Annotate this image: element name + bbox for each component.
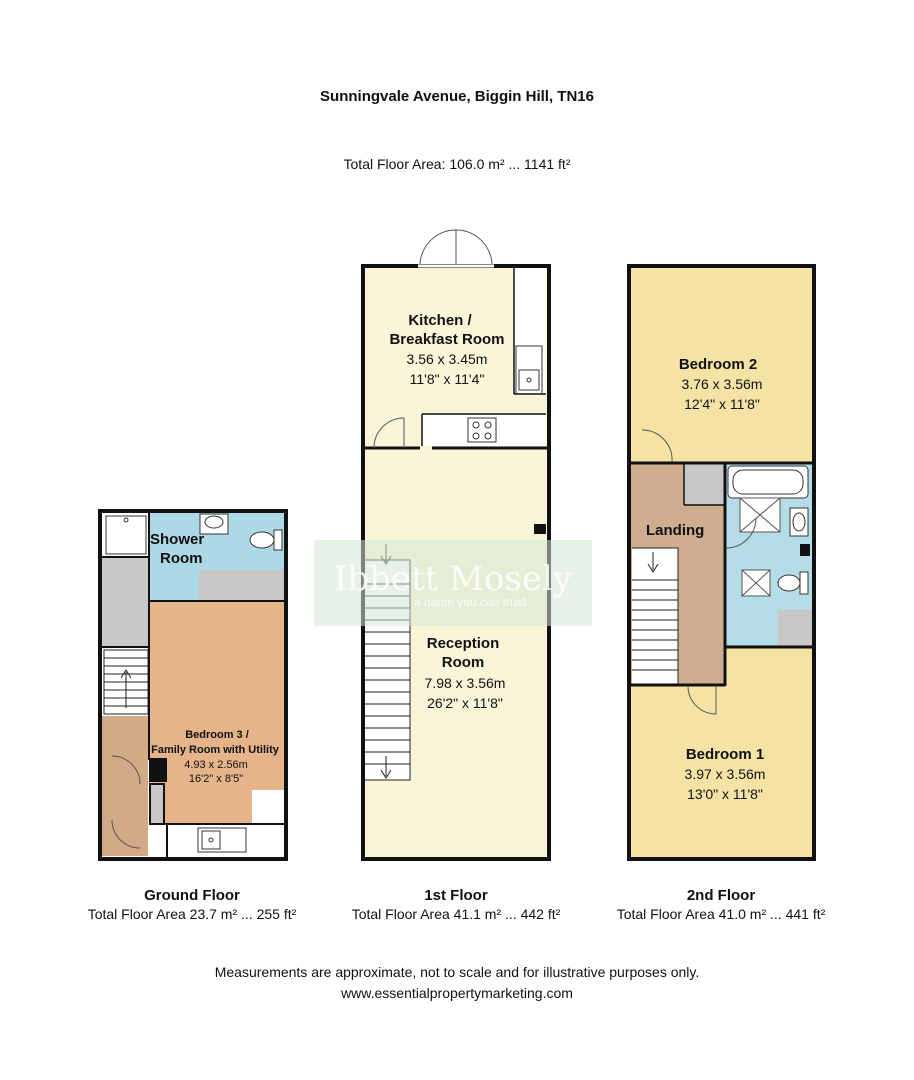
watermark-tagline: a name you can trust xyxy=(413,595,527,609)
landing-cupboard xyxy=(684,464,724,504)
ground-floor-plan xyxy=(100,511,286,859)
chimney-breast xyxy=(800,544,810,556)
room-dimensions-metric: 3.76 x 3.56m xyxy=(681,376,763,392)
watermark-brand: Ibbett Mosely xyxy=(333,559,573,599)
ground-floor-stairs xyxy=(104,650,148,714)
room-name: Room xyxy=(160,550,203,567)
total-floor-area: Total Floor Area: 106.0 m² ... 1141 ft² xyxy=(343,156,571,172)
washbasin xyxy=(200,514,228,534)
room-name: Breakfast Room xyxy=(389,331,505,348)
room-name: Shower xyxy=(150,531,205,548)
room-name: Bedroom 3 / xyxy=(185,729,249,741)
second-floor-label: 2nd Floor xyxy=(686,887,756,904)
website-link[interactable]: www.essentialpropertymarketing.com xyxy=(341,985,573,1001)
room-dimensions-imperial: 11'8" x 11'4" xyxy=(409,371,485,387)
room-dimensions-imperial: 16'2" x 8'5" xyxy=(188,773,244,785)
room-dimensions-imperial: 12'4" x 11'8" xyxy=(684,396,760,412)
french-doors xyxy=(420,230,492,266)
room-name: Family Room with Utility xyxy=(151,744,279,756)
bathroom-cupboard xyxy=(778,610,812,646)
room-name: Kitchen / xyxy=(408,312,472,329)
kitchen-sink xyxy=(516,346,542,394)
bathtub xyxy=(728,466,808,498)
utility-sink xyxy=(198,828,246,852)
room-dimensions-imperial: 13'0" x 11'8" xyxy=(687,786,763,802)
first-floor-label: 1st Floor xyxy=(424,887,488,904)
page-title: Sunningvale Avenue, Biggin Hill, TN16 xyxy=(320,88,594,105)
room-dimensions-metric: 4.93 x 2.56m xyxy=(184,759,248,771)
chimney-breast xyxy=(149,758,167,782)
ground-floor-label: Ground Floor xyxy=(144,887,240,904)
shower-tray xyxy=(106,516,146,554)
hob xyxy=(468,418,496,442)
second-floor-area: Total Floor Area 41.0 m² ... 441 ft² xyxy=(616,906,826,922)
utility-cupboard xyxy=(252,790,284,824)
ground-floor-area: Total Floor Area 23.7 m² ... 255 ft² xyxy=(87,906,297,922)
room-dimensions-metric: 3.56 x 3.45m xyxy=(406,351,488,367)
second-floor-plan xyxy=(629,266,814,859)
agent-watermark xyxy=(314,540,592,626)
room-name: Bedroom 1 xyxy=(685,746,765,763)
understairs-storage xyxy=(102,558,148,646)
room-name: Landing xyxy=(646,522,705,539)
chimney-breast xyxy=(534,524,546,534)
hallway-area xyxy=(102,716,148,856)
hall-cupboard xyxy=(150,784,164,824)
room-name: Room xyxy=(441,654,485,671)
second-floor-stairs xyxy=(632,548,678,684)
disclaimer: Measurements are approximate, not to scale and for illustrative purposes only. xyxy=(214,964,700,980)
room-dimensions-imperial: 26'2" x 11'8" xyxy=(427,695,503,711)
room-dimensions-metric: 7.98 x 3.56m xyxy=(424,675,506,691)
room-name: Reception xyxy=(426,635,500,652)
bathroom-basin xyxy=(790,508,808,536)
room-name: Bedroom 2 xyxy=(678,356,758,373)
room-dimensions-metric: 3.97 x 3.56m xyxy=(684,766,766,782)
first-floor-area: Total Floor Area 41.1 m² ... 442 ft² xyxy=(351,906,561,922)
wardrobe-storage xyxy=(199,570,284,602)
